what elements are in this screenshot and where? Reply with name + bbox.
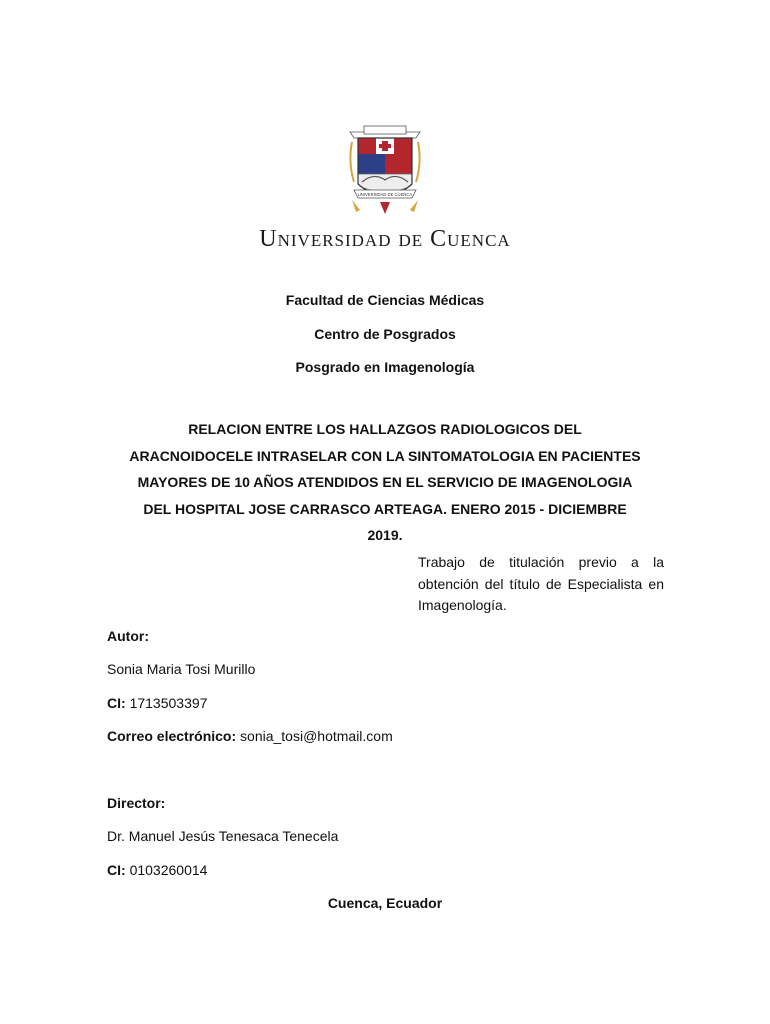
- university-coat-of-arms-icon: [346, 118, 424, 218]
- author-email: Correo electrónico: sonia_tosi@hotmail.com: [107, 728, 393, 744]
- program-heading: Posgrado en Imagenología: [295, 359, 475, 375]
- title-line: MAYORES DE 10 AÑOS ATENDIDOS EN EL SERVICIO DE IMAGENOLOGIA: [137, 474, 633, 490]
- author-name: Sonia Maria Tosi Murillo: [107, 661, 256, 677]
- title-line: DEL HOSPITAL JOSE CARRASCO ARTEAGA. ENERO 2015 - DICIEMBRE: [143, 500, 627, 517]
- place: Cuenca, Ecuador: [327, 895, 443, 911]
- author-label: Autor:: [107, 628, 149, 644]
- director-label: Director:: [107, 795, 166, 811]
- thesis-title: [100, 416, 670, 549]
- title-line: 2019.: [367, 527, 403, 543]
- director-ci: CI: 0103260014: [107, 862, 208, 878]
- svg-text:UNIVERSIDAD DE CUENCA: UNIVERSIDAD DE CUENCA: [357, 192, 413, 197]
- degree-note: Trabajo de titulación previo a la obtención del título de Especialista en Imagenología.: [418, 554, 664, 613]
- title-line: ARACNOIDOCELE INTRASELAR CON LA SINTOMATOLOGIA EN PACIENTES: [129, 447, 641, 464]
- director-name: Dr. Manuel Jesús Tenesaca Tenecela: [107, 828, 339, 844]
- author-ci: CI: 1713503397: [107, 695, 208, 711]
- university-name: Universidad de Cuenca: [259, 226, 511, 252]
- faculty-heading: Facultad de Ciencias Médicas: [285, 292, 485, 308]
- title-line: RELACION ENTRE LOS HALLAZGOS RADIOLOGICOS DEL: [188, 421, 582, 437]
- center-heading: Centro de Posgrados: [314, 326, 456, 342]
